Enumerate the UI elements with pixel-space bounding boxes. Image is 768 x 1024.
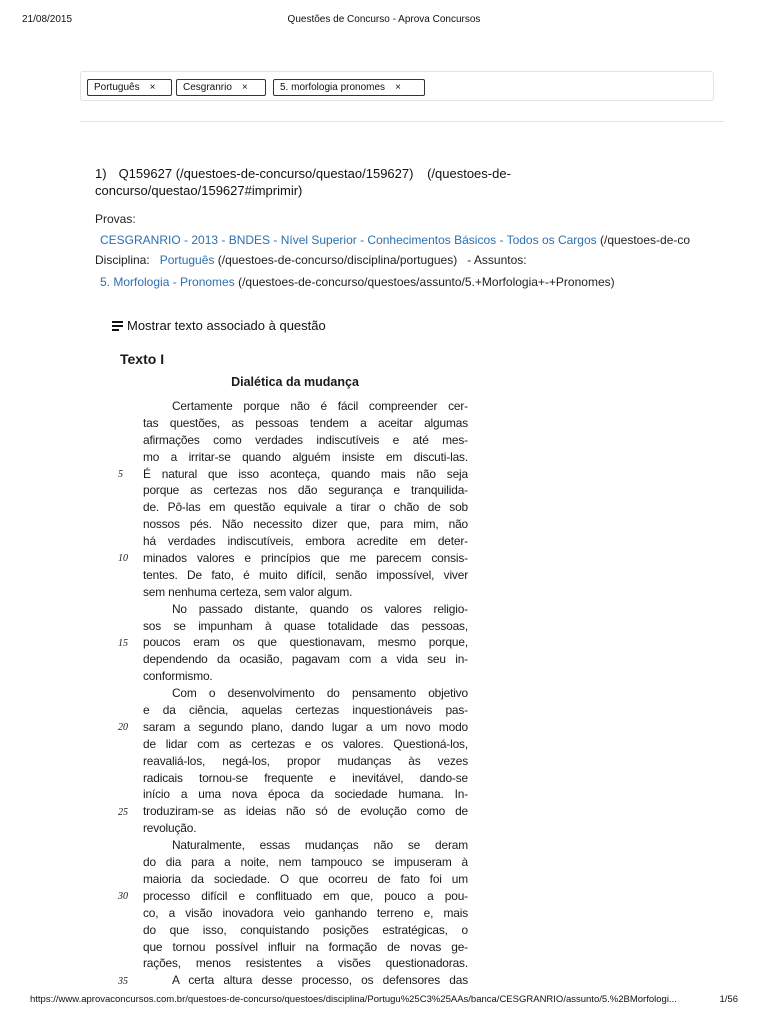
texto-line: há verdades indiscutíveis, embora acredite em deter- [143, 534, 468, 549]
assunto-link[interactable]: 5. Morfologia - Pronomes [100, 275, 235, 289]
texto-line: início a uma nova época da sociedade humana. In- [143, 787, 468, 802]
texto-line: Naturalmente, essas mudanças não se deram [172, 838, 468, 853]
line-number: 25 [118, 806, 128, 818]
question-header [95, 165, 545, 199]
filter-chip-morfologia-pronomes[interactable] [273, 79, 425, 96]
line-number: 10 [118, 553, 128, 565]
texto-line: conformismo. [143, 669, 213, 684]
texto-line: do dia para a noite, nem tampouco se impuseram à [143, 855, 468, 870]
texto-line: troduziram-se as ideias não só de evolução como de [143, 804, 468, 819]
section-divider [80, 121, 724, 122]
texto-line: dependendo da ocasião, pagavam com a vida seu in- [143, 652, 468, 667]
page-number: 1/56 [719, 994, 738, 1005]
print-title: Questões de Concurso - Aprova Concursos [287, 14, 481, 25]
assunto-line [100, 275, 615, 290]
close-icon[interactable]: × [395, 82, 401, 93]
line-number: 35 [118, 975, 128, 987]
texto-line: reavaliá-los, negá-los, propor mudanças às vezes [143, 753, 468, 768]
texto-line: sem nenhuma certeza, sem valor algum. [143, 584, 353, 599]
disciplina-label: Disciplina: [95, 253, 150, 267]
texto-line: que tornou possível influir na formação de novas ge- [143, 939, 468, 954]
texto-line: minados valores e princípios que me parecem consis- [143, 551, 468, 566]
texto-line: de lidar com as certezas e os valores. Questioná-los, [143, 736, 468, 751]
filter-chip-portugues[interactable] [87, 79, 172, 96]
filter-chip-label: Cesgranrio [183, 82, 232, 93]
provas-line [100, 233, 720, 248]
disciplina-link[interactable]: Português [159, 253, 215, 267]
texto-line: porque as certezas nos dão segurança e tranquilida- [143, 483, 468, 498]
texto-line: e da ciência, aquelas certezas inquestionáveis pas- [143, 703, 468, 718]
texto-label: Texto I [120, 351, 165, 367]
texto-line: A certa altura desse processo, os defensores das [172, 973, 468, 988]
texto-body [143, 398, 468, 989]
texto-line: Certamente porque não é fácil compreender cer- [172, 399, 468, 413]
texto-line: mo a irritar-se quando alguém insiste em discuti-las. [143, 449, 468, 464]
texto-line: tentes. De fato, é muito difícil, senão impossível, viver [143, 567, 468, 582]
associated-text-image [110, 346, 480, 986]
texto-line: revolução. [143, 821, 197, 836]
texto-line: É natural que isso aconteça, quando mais não seja [143, 466, 468, 481]
prova-url[interactable]: (/questoes-de-co [599, 233, 691, 247]
texto-line: No passado distante, quando os valores religio- [172, 601, 468, 616]
question-number: 1) [95, 166, 107, 181]
assunto-url[interactable]: (/questoes-de-concurso/questoes/assunto/5.+Morfologia+-+Pronomes) [238, 275, 615, 289]
provas-label: Provas: [95, 212, 136, 226]
toggle-label: Mostrar texto associado à questão [127, 318, 326, 333]
texto-line: radicais tornou-se frequente e inevitável, dando-se [143, 770, 468, 785]
active-filters-bar [80, 71, 714, 101]
texto-line: co, a visão inovadora veio ganhando terreno e, mais [143, 905, 468, 920]
print-header [22, 14, 746, 28]
texto-line: processo difícil e conflituado em que, pouco a pou- [143, 888, 468, 903]
show-associated-text-toggle[interactable] [112, 318, 326, 333]
assuntos-label: - Assuntos: [467, 253, 527, 267]
question-print-link[interactable]: (/questoes-de-concurso/questao/159627#imprimir) [95, 166, 511, 198]
texto-line: do que isso, conquistando posições estratégicas, o [143, 922, 468, 937]
question-link[interactable]: (/questoes-de-concurso/questao/159627) [175, 166, 414, 181]
filter-chip-label: 5. morfologia pronomes [280, 82, 386, 93]
close-icon[interactable]: × [241, 82, 248, 93]
texto-line: Com o desenvolvimento do pensamento objetivo [172, 686, 468, 701]
line-number: 20 [118, 722, 128, 734]
line-number: 5 [118, 468, 123, 480]
print-date: 21/08/2015 [22, 14, 73, 25]
filter-chip-label: Português [94, 82, 140, 93]
print-url: https://www.aprovaconcursos.com.br/questoes-de-concurso/questoes/disciplina/Portugu%25C3%25AAs/banca/CESGRANRIO/assunto/5.%2BMorfologi... [30, 994, 677, 1005]
list-icon [112, 319, 123, 333]
print-footer [30, 994, 738, 1008]
texto-line: poucos eram os que questionavam, mesmo porque, [143, 635, 468, 650]
close-icon[interactable]: × [149, 82, 156, 93]
disciplina-url[interactable]: (/questoes-de-concurso/disciplina/portugues) [217, 253, 458, 267]
prova-link[interactable]: CESGRANRIO - 2013 - BNDES - Nível Superior - Conhecimentos Básicos - Todos os Cargos [100, 233, 597, 247]
texto-line: tas questões, as pessoas tendem a aceitar algumas [143, 415, 468, 430]
filter-chip-cesgranrio[interactable] [176, 79, 266, 96]
texto-line: nossos pés. Não necessito dizer que, para mim, não [143, 517, 468, 532]
question-code[interactable]: Q159627 [118, 166, 173, 181]
texto-line: afirmações como verdades indiscutíveis e até mes- [143, 432, 468, 447]
disciplina-line [95, 253, 527, 268]
texto-line: sos se impunham à quase totalidade das pessoas, [143, 618, 468, 633]
line-number: 30 [118, 891, 128, 903]
line-number: 15 [118, 637, 128, 649]
texto-line: de. Pô-las em questão equivale a tirar o chão de sob [143, 500, 468, 515]
texto-title: Dialética da mudança [231, 375, 359, 389]
texto-line: maioria da sociedade. O que ocorreu de fato foi um [143, 871, 468, 886]
texto-line: saram a segundo plano, dando lugar a um novo modo [143, 719, 468, 734]
texto-line: rações, menos resistentes a visões questionadoras. [143, 956, 468, 971]
